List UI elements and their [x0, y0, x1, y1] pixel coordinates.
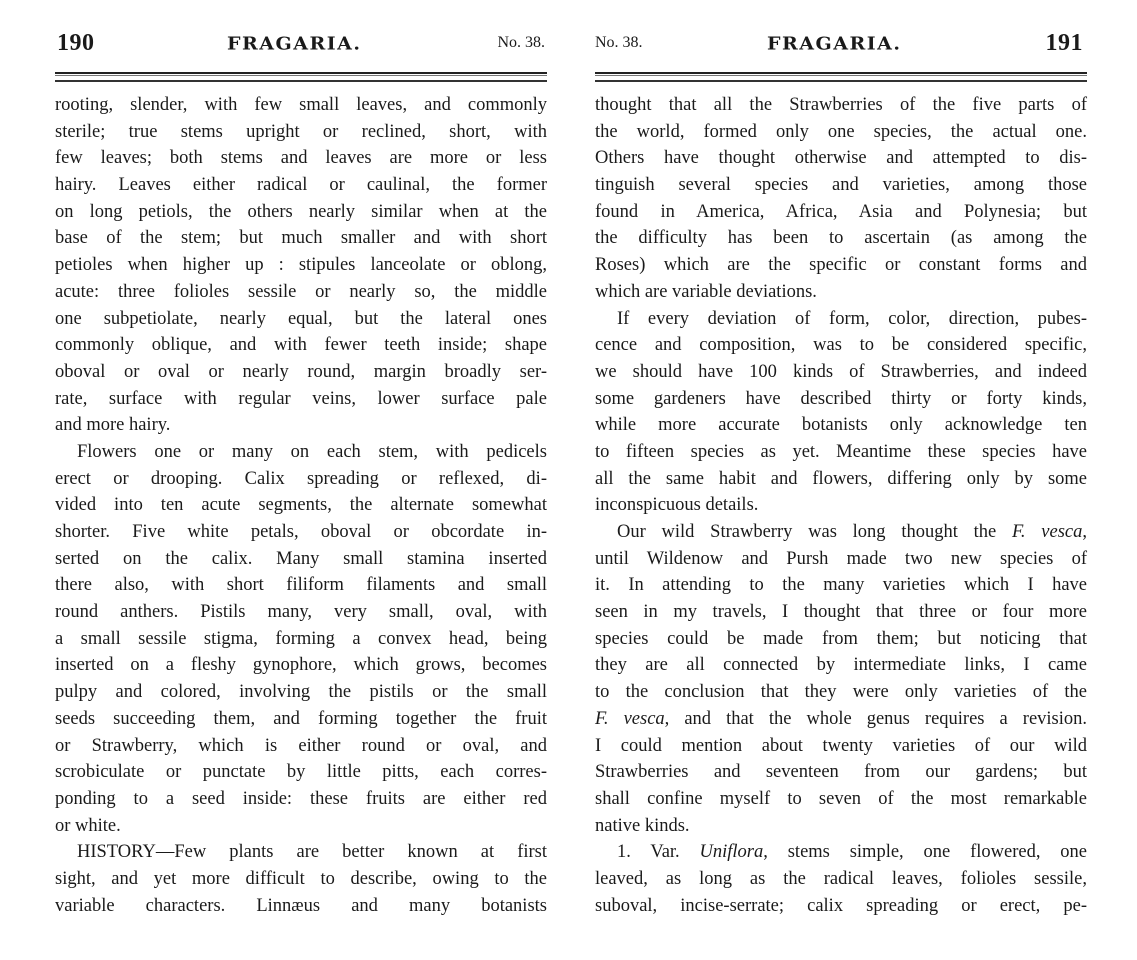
text-line: a small sessile stigma, forming a convex head, being: [55, 628, 547, 649]
page-header: [55, 30, 547, 60]
text-line: species could be made from them; but noticing that: [595, 628, 1087, 649]
text-line: inconspicuous details.: [595, 495, 759, 516]
text-line: shorter. Five white petals, oboval or obcordate in-: [55, 522, 547, 542]
text-line: to the conclusion that they were only varieties of the: [595, 682, 1087, 703]
page-body: [595, 92, 1087, 919]
text-line: inserted on a fleshy gynophore, which grows, becomes: [55, 655, 547, 676]
variety-entry-line: [595, 839, 1087, 866]
text-line: tinguish several species and varieties, among those: [595, 175, 1087, 196]
text-line: Others have thought otherwise and attempted to dis-: [595, 148, 1087, 169]
text-line: on long petiols, the others nearly similar when at the: [55, 201, 547, 222]
text-line: it. In attending to the many varieties which I have: [595, 575, 1087, 596]
species-name: F. vesca: [1011, 522, 1083, 542]
text-line: while more accurate botanists only acknowledge ten: [595, 415, 1087, 436]
text-line: sterile; true stems upright or reclined, short, with: [55, 121, 547, 142]
text-line: [595, 706, 1087, 733]
text-line: base of the stem; but much smaller and with short: [55, 228, 547, 249]
text-line: to fifteen species as yet. Meantime these species have: [595, 441, 1087, 462]
page-header: [595, 30, 1087, 60]
text-line: which are variable deviations.: [595, 281, 817, 302]
paragraph-start-line: Flowers one or many on each stem, with pedicels: [77, 441, 547, 462]
text-line: I could mention about twenty varieties of our wild: [595, 735, 1087, 756]
text-line: pulpy and colored, involving the pistils or the small: [55, 682, 547, 703]
issue-number: No. 38.: [595, 34, 643, 51]
right-page: [595, 0, 1087, 960]
paragraph-start-line: [595, 519, 1087, 546]
text-run: 1. Var.: [617, 842, 700, 863]
text-line: round anthers. Pistils many, very small, oval, with: [55, 602, 547, 623]
issue-number: No. 38.: [497, 34, 545, 51]
text-line: variable characters. Linnæus and many botanists: [55, 895, 547, 916]
page-body: [55, 92, 547, 919]
text-line: or white.: [55, 815, 121, 836]
text-line: or Strawberry, which is either round or oval, and: [55, 735, 547, 756]
text-line: serted on the calix. Many small stamina inserted: [55, 548, 547, 569]
text-line: commonly oblique, and with fewer teeth inside; shape: [55, 335, 547, 356]
text-line: acute: three folioles sessile or nearly so, the middle: [55, 281, 547, 302]
page-number: 190: [57, 30, 95, 56]
text-line: sight, and yet more difficult to describe, owing to the: [55, 868, 547, 889]
text-line: ponding to a seed inside: these fruits are either red: [55, 788, 547, 809]
text-run: , and that the whole genus requires a revision.: [664, 708, 1088, 729]
variety-name: Uniflora: [699, 842, 764, 863]
text-line: suboval, incise-serrate; calix spreading or erect, pe-: [595, 895, 1087, 916]
text-line: there also, with short filiform filaments and small: [55, 575, 547, 596]
text-line: vided into ten acute segments, the alternate somewhat: [55, 495, 547, 516]
text-line: native kinds.: [595, 815, 690, 836]
text-run: , stems simple, one flowered, one: [763, 842, 1088, 863]
text-line: oboval or oval or nearly round, margin broadly ser-: [55, 361, 547, 382]
running-title: FRAGARIA.: [767, 33, 902, 55]
header-rule: [595, 72, 1087, 82]
text-line: rooting, slender, with few small leaves, and commonly: [55, 95, 547, 115]
left-page: [55, 0, 547, 960]
text-line: hairy. Leaves either radical or caulinal, the former: [55, 175, 547, 196]
text-run: ,: [1082, 522, 1087, 542]
paragraph-start-line: If every deviation of form, color, direction, pubes-: [617, 308, 1087, 329]
text-line: few leaves; both stems and leaves are more or less: [55, 148, 547, 169]
text-line: petioles when higher up : stipules lanceolate or oblong,: [55, 255, 547, 276]
text-line: scrobiculate or punctate by little pitts, each corres-: [55, 762, 547, 783]
text-line: thought that all the Strawberries of the five parts of: [595, 95, 1087, 115]
text-line: we should have 100 kinds of Strawberries, and indeed: [595, 361, 1087, 382]
text-line: found in America, Africa, Asia and Polynesia; but: [595, 201, 1087, 222]
text-line: Strawberries and seventeen from our gardens; but: [595, 762, 1087, 783]
text-line: all the same habit and flowers, differing only by some: [595, 468, 1087, 489]
text-line: rate, surface with regular veins, lower surface pale: [55, 388, 547, 409]
text-line: until Wildenow and Pursh made two new species of: [595, 548, 1087, 569]
page-number: 191: [1045, 30, 1083, 56]
text-line: Roses) which are the specific or constant forms and: [595, 255, 1087, 276]
text-line: some gardeners have described thirty or forty kinds,: [595, 388, 1087, 409]
text-line: seen in my travels, I thought that three or four more: [595, 602, 1087, 623]
running-title: FRAGARIA.: [227, 33, 362, 55]
text-line: and more hairy.: [55, 415, 171, 436]
text-line: the world, formed only one species, the actual one.: [595, 121, 1087, 142]
text-line: erect or drooping. Calix spreading or reflexed, di-: [55, 468, 547, 489]
text-line: seeds succeeding them, and forming together the fruit: [55, 708, 547, 729]
text-line: the difficulty has been to ascertain (as among the: [595, 228, 1087, 249]
text-line: cence and composition, was to be considered specific,: [595, 335, 1087, 356]
text-line: one subpetiolate, nearly equal, but the lateral ones: [55, 308, 547, 329]
text-line: they are all connected by intermediate links, I came: [595, 655, 1087, 676]
text-line: shall confine myself to seven of the most remarkable: [595, 788, 1087, 809]
text-run: Our wild Strawberry was long thought the: [617, 522, 1012, 542]
section-heading-line: HISTORY—Few plants are better known at first: [77, 842, 547, 863]
header-rule: [55, 72, 547, 82]
species-name: F. vesca: [595, 708, 665, 729]
text-line: leaved, as long as the radical leaves, folioles sessile,: [595, 868, 1087, 889]
